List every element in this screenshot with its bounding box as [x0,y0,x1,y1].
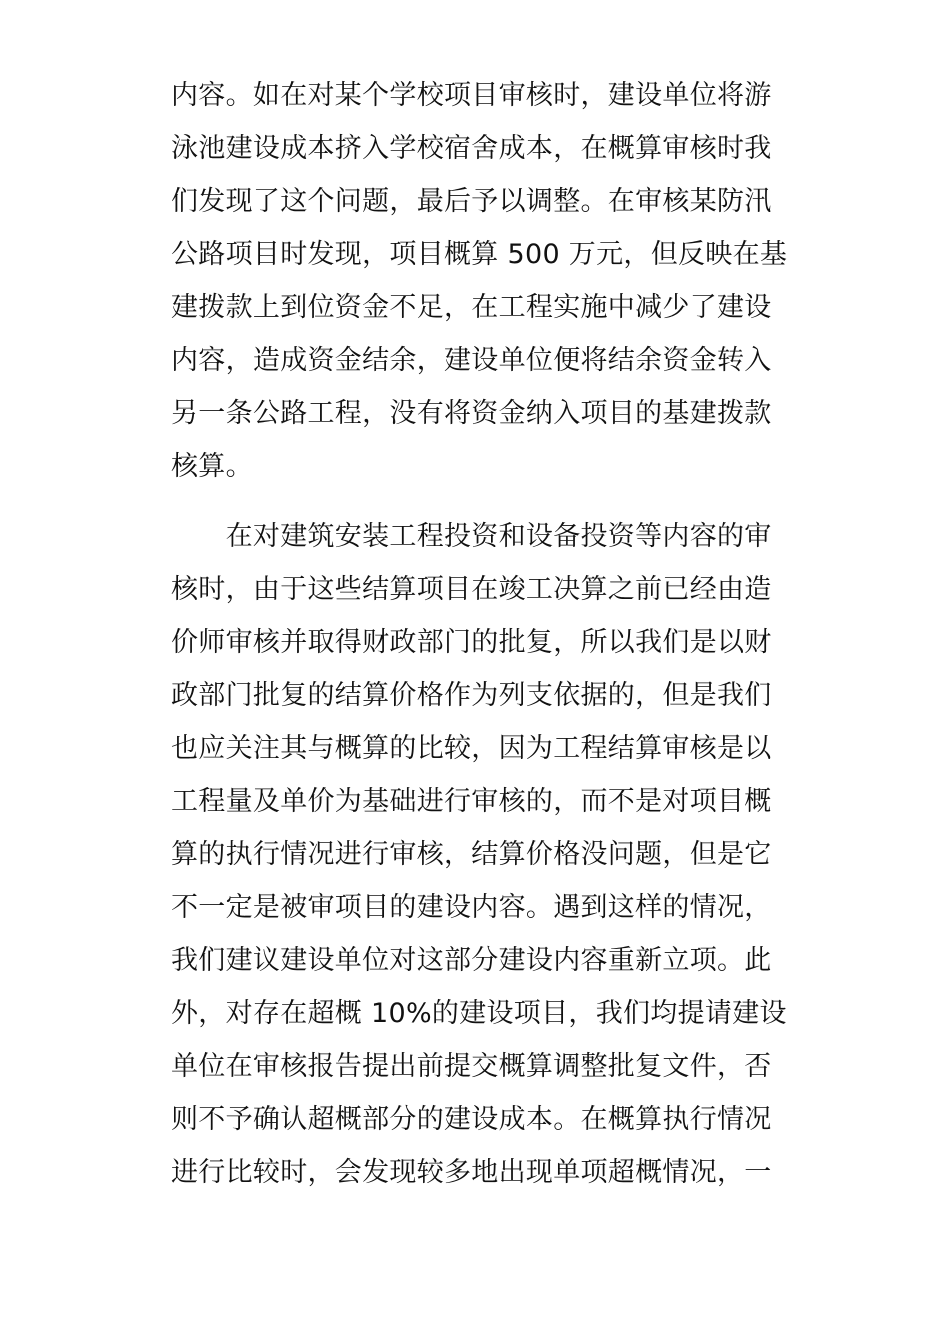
paragraph-1 [171,69,788,493]
text-line: 也应关注其与概算的比较，因为工程结算审核是以 [171,733,772,764]
text-line: 进行比较时，会发现较多地出现单项超概情况，一 [171,1157,772,1188]
text-line: 工程量及单价为基础进行审核的，而不是对项目概 [171,786,772,817]
text-line: 在对建筑安装工程投资和设备投资等内容的审 [171,521,772,552]
text-line: 价师审核并取得财政部门的批复，所以我们是以财 [171,627,772,658]
text-line: 核时，由于这些结算项目在竣工决算之前已经由造 [171,574,772,605]
text-line: 泳池建设成本挤入学校宿舍成本，在概算审核时我 [171,133,772,164]
text-line: 另一条公路工程，没有将资金纳入项目的基建拨款 [171,398,772,429]
text-line: 算的执行情况进行审核，结算价格没问题，但是它 [171,839,772,870]
text-line: 公路项目时发现，项目概算 500 万元，但反映在基 [171,239,788,270]
text-line: 核算。 [171,451,253,482]
text-line: 们发现了这个问题，最后予以调整。在审核某防汛 [171,186,772,217]
text-line: 内容。如在对某个学校项目审核时，建设单位将游 [171,80,772,111]
text-line: 则不予确认超概部分的建设成本。在概算执行情况 [171,1104,772,1135]
text-line: 政部门批复的结算价格作为列支依据的，但是我们 [171,680,772,711]
text-line: 我们建议建设单位对这部分建设内容重新立项。此 [171,945,772,976]
text-line: 外，对存在超概 10%的建设项目，我们均提请建设 [171,998,787,1029]
text-line: 单位在审核报告提出前提交概算调整批复文件，否 [171,1051,772,1082]
text-line: 建拨款上到位资金不足，在工程实施中减少了建设 [171,292,772,323]
paragraph-2 [171,510,787,1199]
text-line: 不一定是被审项目的建设内容。遇到这样的情况， [171,892,772,923]
text-line: 内容，造成资金结余，建设单位便将结余资金转入 [171,345,772,376]
